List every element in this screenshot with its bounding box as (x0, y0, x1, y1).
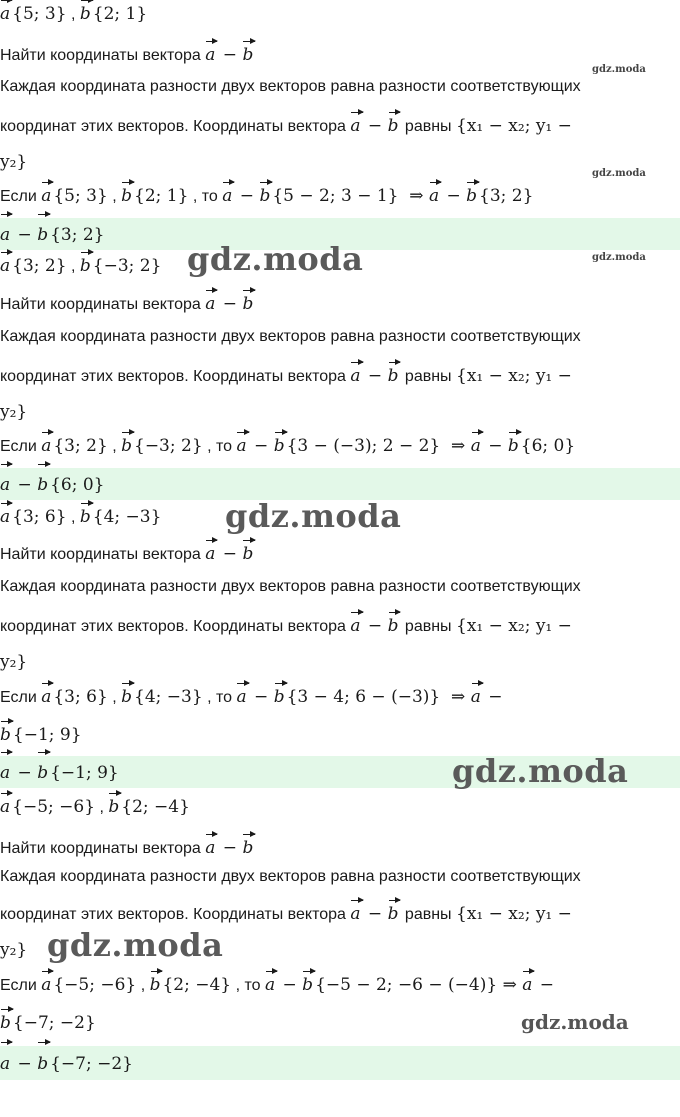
watermark: gdz.moda (452, 752, 629, 790)
solution-line-cont: b {−7; −2} (0, 1013, 96, 1033)
vector-a: a (0, 4, 11, 24)
rule-line-1: Каждая координата разности двух векторов равна разности соответствующих (0, 868, 581, 885)
solution-line: Если a {3; 2} , b {−3; 2} , то a − b {3 − (−3); 2 − 2} ⇒ a − b {6; 0} (0, 436, 576, 456)
watermark: gdz.moda (187, 240, 364, 278)
watermark: gdz.moda (592, 252, 646, 263)
answer-line: a − b {−1; 9} (0, 756, 680, 788)
task-line: Найти координаты вектора a − b (0, 838, 254, 858)
answer-line: a − b {3; 2} (0, 218, 680, 250)
task-line: Найти координаты вектора a − b (0, 45, 254, 65)
task-line: Найти координаты вектора a − b (0, 294, 254, 314)
given-line: a {3; 2} , b {−3; 2} (0, 256, 162, 276)
rule-line-2: координат этих векторов. Координаты вектора a − b равны {x₁ − x₂; y₁ − (0, 366, 572, 386)
watermark: gdz.moda (592, 64, 646, 75)
watermark: gdz.moda (592, 168, 646, 179)
answer-line: a − b {−7; −2} (0, 1046, 680, 1080)
task-line: Найти координаты вектора a − b (0, 544, 254, 564)
solution-line: Если a {3; 6} , b {4; −3} , то a − b {3 − 4; 6 − (−3)} ⇒ a − (0, 687, 503, 707)
rule-line-3: y₂} (0, 402, 28, 422)
solution-line: Если a {5; 3} , b {2; 1} , то a − b {5 − 2; 3 − 1} ⇒ a − b {3; 2} (0, 186, 534, 206)
rule-line-3: y₂} (0, 652, 28, 672)
rule-line-1: Каждая координата разности двух векторов равна разности соответствующих (0, 328, 581, 345)
rule-line-2: координат этих векторов. Координаты вектора a − b равны {x₁ − x₂; y₁ − (0, 616, 572, 636)
solution-line-cont: b {−1; 9} (0, 725, 82, 745)
rule-line-2: координат этих векторов. Координаты вектора a − b равны {x₁ − x₂; y₁ − (0, 904, 572, 924)
rule-line-1: Каждая координата разности двух векторов равна разности соответствующих (0, 78, 581, 95)
watermark: gdz.moda (521, 1010, 629, 1034)
watermark: gdz.moda (225, 497, 402, 535)
given-line: a {3; 6} , b {4; −3} (0, 507, 162, 527)
rule-line-3: y₂} (0, 152, 28, 172)
rule-line-2: координат этих векторов. Координаты вектора a − b равны {x₁ − x₂; y₁ − (0, 116, 572, 136)
given-line: a {5; 3} , b {2; 1} (0, 4, 148, 24)
watermark: gdz.moda (47, 926, 224, 964)
solution-line: Если a {−5; −6} , b {2; −4} , то a − b {−5 − 2; −6 − (−4)} ⇒ a − (0, 975, 555, 995)
given-line: a {−5; −6} , b {2; −4} (0, 797, 190, 817)
answer-line: a − b {6; 0} (0, 468, 680, 500)
rule-line-3: y₂} (0, 940, 28, 960)
rule-line-1: Каждая координата разности двух векторов равна разности соответствующих (0, 578, 581, 595)
vector-b: b (79, 4, 91, 24)
